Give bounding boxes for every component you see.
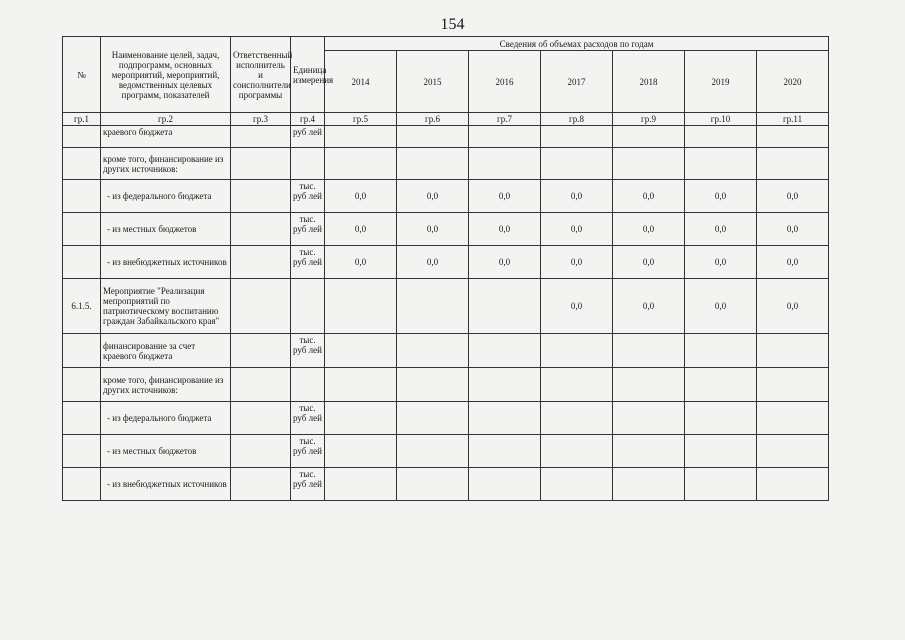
row-value <box>397 148 469 180</box>
row-value <box>325 334 397 368</box>
row-name: - из местных бюджетов <box>101 435 231 468</box>
table-row <box>63 279 829 334</box>
row-number <box>63 468 101 501</box>
row-value <box>469 148 541 180</box>
row-number <box>63 148 101 180</box>
row-value <box>685 468 757 501</box>
table-row <box>63 246 829 279</box>
row-value: 0,0 <box>757 213 829 246</box>
row-unit: руб лей <box>291 126 325 148</box>
row-value: 0,0 <box>469 246 541 279</box>
row-value <box>325 368 397 402</box>
row-value <box>469 402 541 435</box>
row-number <box>63 180 101 213</box>
col-number: гр.6 <box>397 113 469 126</box>
row-value <box>613 402 685 435</box>
header-expenses: Сведения об объемах расходов по годам <box>325 37 829 51</box>
row-value <box>685 126 757 148</box>
row-value <box>757 435 829 468</box>
row-unit: тыс. руб лей <box>291 402 325 435</box>
row-number <box>63 126 101 148</box>
row-responsible <box>231 180 291 213</box>
row-unit <box>291 148 325 180</box>
row-value <box>397 126 469 148</box>
row-value: 0,0 <box>613 246 685 279</box>
row-name: - из внебюджетных источников <box>101 468 231 501</box>
row-value: 0,0 <box>757 279 829 334</box>
header-year: 2017 <box>541 51 613 113</box>
header-year: 2018 <box>613 51 685 113</box>
header-name: Наименование целей, задач, подпрограмм, основных мероприятий, мероприятий, ведомственных целевых программ, показателей <box>101 37 231 113</box>
row-value: 0,0 <box>397 180 469 213</box>
table-row <box>63 402 829 435</box>
row-value <box>757 126 829 148</box>
row-responsible <box>231 402 291 435</box>
row-unit: тыс. руб лей <box>291 468 325 501</box>
table-row <box>63 180 829 213</box>
row-value: 0,0 <box>397 213 469 246</box>
row-unit: тыс. руб лей <box>291 213 325 246</box>
table-row <box>63 148 829 180</box>
row-value <box>469 334 541 368</box>
row-value: 0,0 <box>757 246 829 279</box>
row-value: 0,0 <box>685 279 757 334</box>
row-value <box>757 468 829 501</box>
row-value <box>685 368 757 402</box>
row-name: кроме того, финансирование из других источников: <box>101 368 231 402</box>
row-value: 0,0 <box>541 246 613 279</box>
row-name: Мероприятие "Реализация мепроприятий по патриотическому воспитанию граждан Забайкальского края" <box>101 279 231 334</box>
row-value <box>685 334 757 368</box>
table-row <box>63 126 829 148</box>
row-value <box>541 435 613 468</box>
row-value: 0,0 <box>469 213 541 246</box>
row-value <box>685 402 757 435</box>
row-number <box>63 402 101 435</box>
row-value <box>325 279 397 334</box>
row-number <box>63 246 101 279</box>
row-number <box>63 213 101 246</box>
row-number <box>63 334 101 368</box>
row-value <box>397 435 469 468</box>
row-name: - из внебюджетных источников <box>101 246 231 279</box>
row-value: 0,0 <box>757 180 829 213</box>
row-value <box>325 468 397 501</box>
col-number: гр.1 <box>63 113 101 126</box>
header-year: 2014 <box>325 51 397 113</box>
header-num: № <box>63 37 101 113</box>
row-value <box>757 402 829 435</box>
row-value <box>685 435 757 468</box>
row-responsible <box>231 368 291 402</box>
row-name: - из федерального бюджета <box>101 402 231 435</box>
row-value <box>541 402 613 435</box>
row-value <box>397 279 469 334</box>
row-value <box>541 368 613 402</box>
row-value: 0,0 <box>325 246 397 279</box>
row-responsible <box>231 468 291 501</box>
col-number: гр.9 <box>613 113 685 126</box>
row-value <box>469 126 541 148</box>
row-responsible <box>231 213 291 246</box>
row-value: 0,0 <box>541 180 613 213</box>
row-value <box>541 126 613 148</box>
row-value <box>757 148 829 180</box>
row-value: 0,0 <box>541 213 613 246</box>
header-unit: Единица измерения <box>291 37 325 113</box>
header-year: 2020 <box>757 51 829 113</box>
table-row <box>63 213 829 246</box>
row-value: 0,0 <box>685 180 757 213</box>
row-value: 0,0 <box>541 279 613 334</box>
table-row <box>63 468 829 501</box>
row-value <box>613 435 685 468</box>
row-value: 0,0 <box>397 246 469 279</box>
row-number <box>63 368 101 402</box>
row-value <box>613 368 685 402</box>
row-value <box>613 468 685 501</box>
col-number: гр.8 <box>541 113 613 126</box>
page-number: 154 <box>440 16 465 33</box>
row-value <box>325 402 397 435</box>
row-responsible <box>231 279 291 334</box>
row-value <box>613 334 685 368</box>
row-value <box>757 334 829 368</box>
row-value <box>757 368 829 402</box>
header-year: 2019 <box>685 51 757 113</box>
row-value <box>541 148 613 180</box>
row-unit: тыс. руб лей <box>291 246 325 279</box>
row-value: 0,0 <box>613 213 685 246</box>
row-value <box>469 368 541 402</box>
row-value: 0,0 <box>613 279 685 334</box>
row-value: 0,0 <box>613 180 685 213</box>
col-number: гр.10 <box>685 113 757 126</box>
header-year: 2016 <box>469 51 541 113</box>
row-value: 0,0 <box>469 180 541 213</box>
row-responsible <box>231 435 291 468</box>
row-name: - из федерального бюджета <box>101 180 231 213</box>
row-name: финансирование за счет краевого бюджета <box>101 334 231 368</box>
row-value <box>613 148 685 180</box>
col-number: гр.3 <box>231 113 291 126</box>
row-name: кроме того, финансирование из других источников: <box>101 148 231 180</box>
row-value: 0,0 <box>685 213 757 246</box>
row-value <box>685 148 757 180</box>
row-number: 6.1.5. <box>63 279 101 334</box>
table-row <box>63 368 829 402</box>
row-name: - из местных бюджетов <box>101 213 231 246</box>
row-value <box>325 148 397 180</box>
row-responsible <box>231 246 291 279</box>
row-value: 0,0 <box>325 213 397 246</box>
table-row <box>63 334 829 368</box>
row-unit: тыс. руб лей <box>291 435 325 468</box>
row-value <box>397 368 469 402</box>
row-value: 0,0 <box>685 246 757 279</box>
row-value <box>469 468 541 501</box>
col-number: гр.4 <box>291 113 325 126</box>
row-unit: тыс. руб лей <box>291 334 325 368</box>
row-unit <box>291 368 325 402</box>
row-responsible <box>231 148 291 180</box>
row-name: краевого бюджета <box>101 126 231 148</box>
row-value <box>397 468 469 501</box>
row-number <box>63 435 101 468</box>
row-value <box>397 334 469 368</box>
row-value <box>613 126 685 148</box>
col-number: гр.5 <box>325 113 397 126</box>
header-year: 2015 <box>397 51 469 113</box>
row-value <box>541 334 613 368</box>
row-value <box>325 435 397 468</box>
row-responsible <box>231 334 291 368</box>
expenses-table <box>62 36 829 501</box>
col-number: гр.11 <box>757 113 829 126</box>
row-value <box>325 126 397 148</box>
row-value: 0,0 <box>325 180 397 213</box>
header-responsible: Ответственный исполнитель и соисполнители программы <box>231 37 291 113</box>
row-value <box>469 279 541 334</box>
row-value <box>541 468 613 501</box>
col-number: гр.2 <box>101 113 231 126</box>
row-responsible <box>231 126 291 148</box>
table-row <box>63 435 829 468</box>
row-unit <box>291 279 325 334</box>
col-number: гр.7 <box>469 113 541 126</box>
row-unit: тыс. руб лей <box>291 180 325 213</box>
row-value <box>469 435 541 468</box>
row-value <box>397 402 469 435</box>
